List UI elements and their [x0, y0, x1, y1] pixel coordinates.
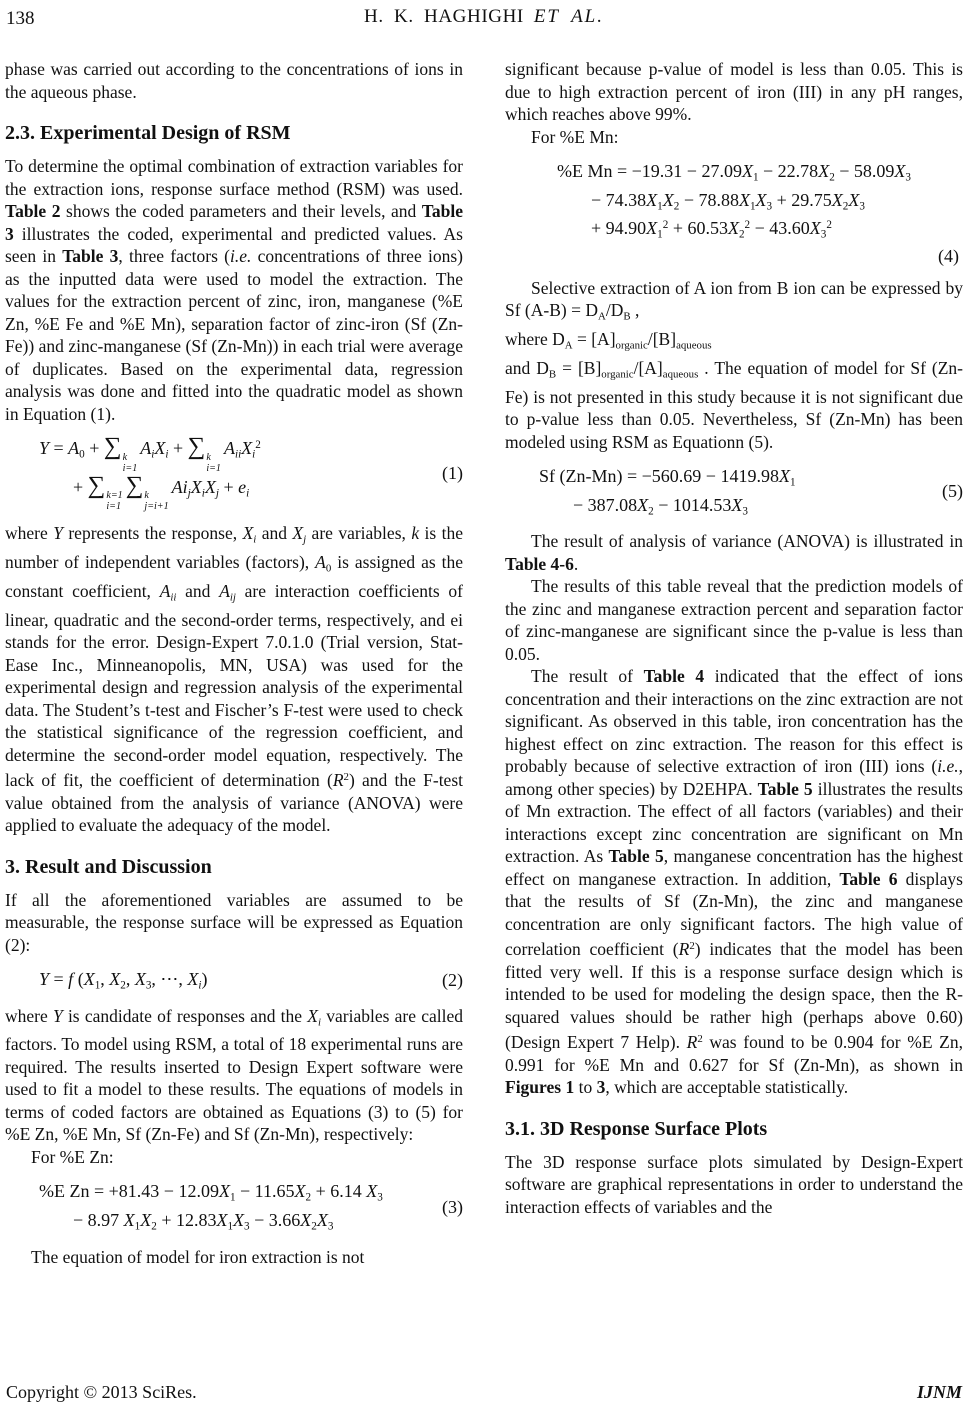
sum-limits: k i=1	[122, 451, 138, 474]
equation: %E Mn = −19.31 − 27.09X1 − 22.78X2 − 58.09X3 − 74.38X1X2 − 78.88X1X3 + 29.75X2X3 + $94.90X1^2 + 60.53X2^2 - 43.60X3^2$ (4)	[505, 158, 963, 267]
paragraph: The equation of model for iron extraction is not	[31, 1246, 365, 1267]
equation: %E Zn = +81.43 − 12.09X1 − 11.65X2 + 6.14 X3 − 8.97 X1X2 + 12.83X1X3 − 3.66X2X3 (3)	[39, 1181, 463, 1233]
right-column	[505, 58, 963, 1268]
section-heading: 3.1. 3D Response Surface Plots	[505, 1117, 768, 1140]
section-heading: 2.3. Experimental Design of RSM	[5, 122, 291, 144]
paragraph: To determine the optimal combination of extraction variables for the extraction ions, response surface method (RSM) was used. Table 2 shows the coded parameters and their levels, and Table 3 illustrates the coded, experimental and predicted values. As seen in Table 3, three factors (i.e. concentrations of three ions) as the inputted data were used to model the extraction. The values for the extraction percent of zinc, iron, manganese (%E Zn, %E Fe and %E Mn), separation factor of zinc-iron (Sf (Zn-Fe)) and zinc-manganese (Sf (Zn-Mn)) in each trial were average of duplicates. Based on the experimental data, regression analysis was done and fitted into the quadratic model as shown in Equation (1).	[5, 156, 463, 424]
equation-number: (1)	[442, 463, 463, 484]
paragraph: where Y is candidate of responses and the Xi variables are called factors. To model using RSM, a total of 18 experimental runs are required. The results inserted to Design Expert software were used to fit a model to these results. The equations of models in terms of coded factors are obtained as Equations (3) to (5) for %E Zn, %E Mn, Sf (Zn-Fe) and Sf (Zn-Mn), respectively:	[5, 1005, 463, 1145]
paragraph: For %E Mn:	[531, 126, 619, 147]
page-footer	[6, 1382, 962, 1403]
equation: Y = f (X1, X2, X3, ⋯, Xi) (2)	[39, 969, 463, 992]
page-header	[6, 6, 962, 32]
sum-limits: k i=1	[206, 451, 221, 474]
equation-number: (3)	[442, 1196, 463, 1217]
equation-number: (5)	[942, 481, 963, 502]
left-column	[5, 58, 463, 1268]
sum-limits: k j=i+1	[144, 490, 169, 513]
paragraph: The 3D response surface plots simulated by Design-Expert software are graphical representations in order to understand the interaction effects of variables and the	[505, 1151, 963, 1217]
running-title: H. K. HAGHIGHI ET AL.	[364, 6, 604, 27]
paragraph: The result of analysis of variance (ANOVA) is illustrated in Table 4-6.	[505, 531, 963, 574]
two-column-body	[5, 58, 963, 1268]
journal-abbreviation: IJNM	[916, 1382, 962, 1402]
paragraph: If all the aforementioned variables are assumed to be measurable, the response surface will be expressed as Equation (2):	[5, 889, 463, 955]
equation: Y = A0 + ∑ k i=1 AiXi + ∑ k i=1 AiiXi$^2$ + ∑ k=1 i=1 ∑ k j=i+1 AijXiXj + ei (1)	[39, 433, 463, 513]
sum-limits: k=1 i=1	[106, 490, 123, 513]
page-number: 138	[6, 8, 35, 29]
equation: Sf (Zn-Mn) = −560.69 − 1419.98X1 − 387.08X2 − 1014.53X3 (5)	[539, 466, 963, 518]
paragraph: The results of this table reveal that the prediction models of the zinc and manganese extraction percent and separation factor of zinc-manganese are significant since the p-value is less than 0.05.	[505, 576, 963, 664]
paragraph: phase was carried out according to the concentrations of ions in the aqueous phase.	[5, 59, 463, 102]
copyright-notice: Copyright © 2013 SciRes.	[6, 1382, 197, 1402]
equation-number: (4)	[938, 245, 959, 266]
paragraph: significant because p-value of model is less than 0.05. This is due to high extraction percent of iron (III) in any pH ranges, which reaches above 99%.	[505, 59, 963, 124]
section-heading: 3. Result and Discussion	[5, 855, 212, 878]
equation-number: (2)	[442, 969, 463, 990]
paragraph: Selective extraction of A ion from B ion can be expressed by Sf (A-B) = DA/DB , where DA = [A]organic/[B]aqueous and DB = [B]organic/[A]aqueous . The equation of model for Sf (Zn-Fe) is not presented in this study because it is not significant due to p-value less than 0.05. Nevertheless, Sf (Zn-Mn) has been modeled using RSM as Equationn (5).	[505, 277, 964, 452]
paragraph: For %E Zn:	[31, 1146, 114, 1167]
paragraph: where Y represents the response, Xi and Xj are variables, k is the number of independent variables (factors), A0 is assigned as the constant coefficient, Aii and Aij are interaction coefficients of linear, quadratic and the second-order terms, respectively, and ei stands for the error. Design-Expert 7.0.1.0 (Trial version, Stat-Ease Inc., Minneanopolis, MN, USA) was used for the experimental design and regression analysis of the experimental data. The Student’s t-test and Fischer’s F-test were used to check the statistical significance of the regression coefficient, and determine the second-order model equation, respectively. The lack of fit, the coefficient of determination $(R^2)$ and the F-test value obtained from the analysis of variance (ANOVA) were applied to evaluate the adequacy of the model.	[5, 523, 463, 836]
paragraph: The result of Table 4 indicated that the effect of ions concentration and their interactions on the zinc extraction are not significant. As observed in this table, iron concentration has the highest effect on zinc extraction. The reason for this effect is probably because of selective extraction of iron (III) ions (i.e., among other species) by D2EHPA. Table 5 illustrates the results of Mn extraction. The effect of all factors (variables) and their interactions except zinc concentration are significant on Mn extraction. As Table 5, manganese concentration has the highest effect on manganese extraction. In addition, Table 6 displays that the results of Sf (Zn-Mn), the zinc and manganese concentration are only significant factors. The high value of correlation coefficient $(R^2)$ indicates that the model has been fitted very well. If this is a response surface design which is intended to be used for modeling the design space, then the R-squared values should be rather high (perhaps above 0.60) (Design Expert 7 Help). $R^2$ was found to be 0.904 for %E Zn, 0.991 for %E Mn and 0.627 for Sf (Zn-Mn), as shown in Figures 1 to 3, which are acceptable statistically.	[505, 666, 963, 1098]
